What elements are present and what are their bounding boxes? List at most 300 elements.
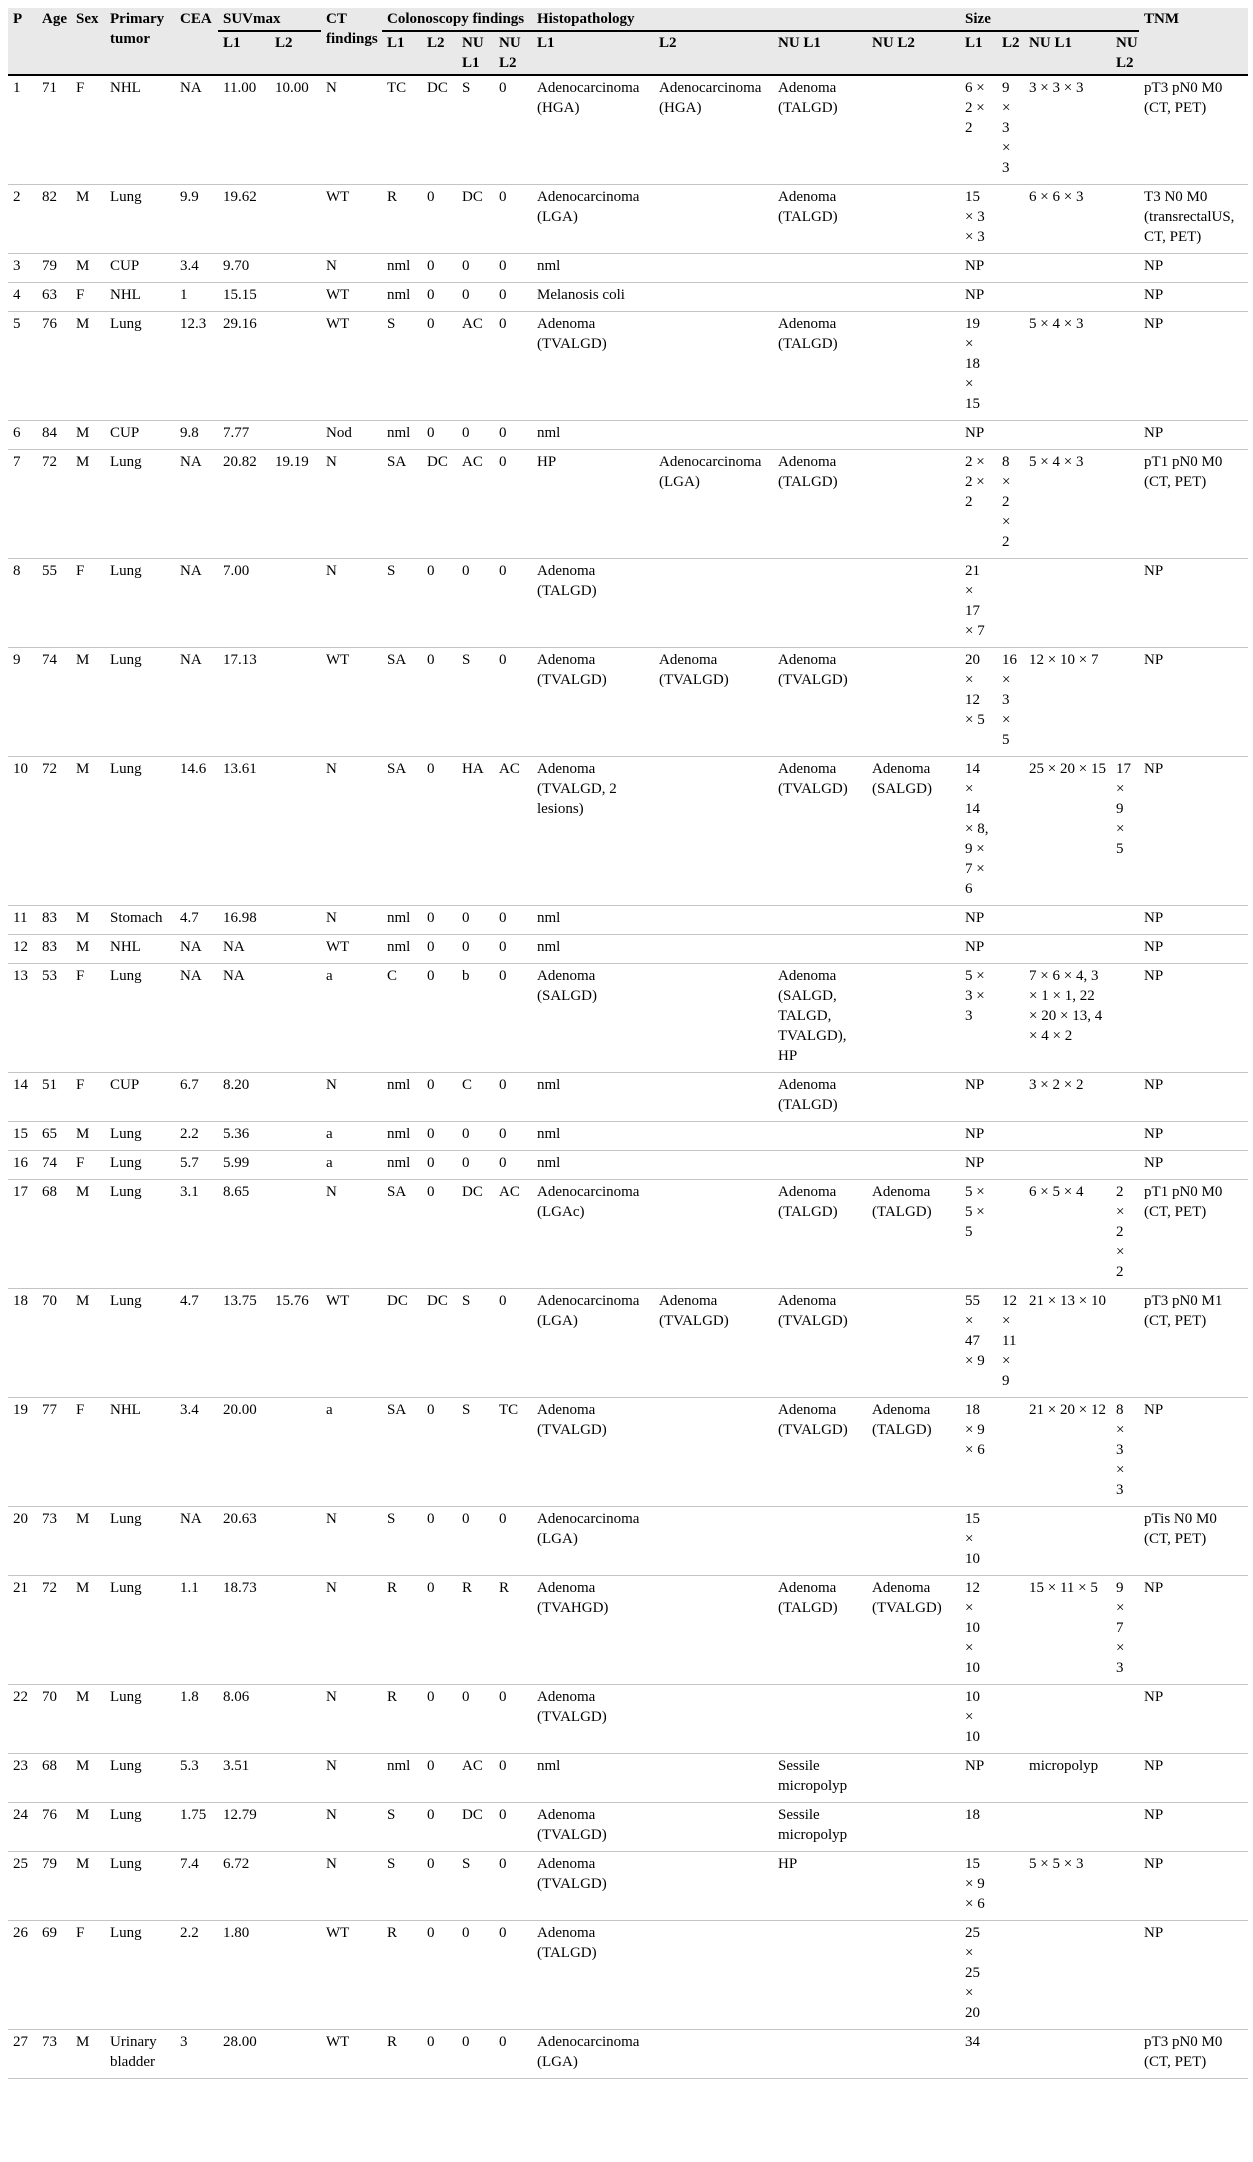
cell-colonoscopy-nu-l1: C xyxy=(457,1073,494,1122)
cell-age: 83 xyxy=(37,906,71,935)
cell-sex: M xyxy=(71,1576,105,1685)
cell-histopathology-nu-l2 xyxy=(867,1151,960,1180)
cell-sex: F xyxy=(71,1398,105,1507)
cell-colonoscopy-l2: 0 xyxy=(422,2030,457,2079)
cell-ct-findings: N xyxy=(321,254,382,283)
cell-colonoscopy-nu-l1: HA xyxy=(457,757,494,906)
subheader-size-l2: L2 xyxy=(997,31,1024,75)
cell-suvmax-l1: 11.00 xyxy=(218,75,270,185)
cell-ct-findings: N xyxy=(321,1507,382,1576)
cell-size-l1: NP xyxy=(960,421,997,450)
cell-size-l1: 14 × 14 × 8, 9 × 7 × 6 xyxy=(960,757,997,906)
cell-histopathology-l2 xyxy=(654,421,773,450)
cell-size-l2 xyxy=(997,1754,1024,1803)
cell-histopathology-nu-l2 xyxy=(867,1921,960,2030)
cell-age: 51 xyxy=(37,1073,71,1122)
table-container xyxy=(8,8,1248,2079)
cell-age: 53 xyxy=(37,964,71,1073)
cell-tnm: pT1 pN0 M0 (CT, PET) xyxy=(1139,450,1248,559)
cell-histopathology-l1: Adenoma (TVALGD) xyxy=(532,312,654,421)
cell-histopathology-l2 xyxy=(654,1398,773,1507)
cell-size-nu-l2 xyxy=(1111,1073,1139,1122)
cell-patient-number: 2 xyxy=(8,185,37,254)
cell-patient-number: 10 xyxy=(8,757,37,906)
table-row xyxy=(8,1921,1248,2030)
cell-suvmax-l1: 13.75 xyxy=(218,1289,270,1398)
cell-size-l1: 10 × 10 xyxy=(960,1685,997,1754)
cell-histopathology-nu-l2 xyxy=(867,1803,960,1852)
subheader-size-nu-l1: NU L1 xyxy=(1024,31,1111,75)
cell-size-nu-l1 xyxy=(1024,1151,1111,1180)
cell-sex: M xyxy=(71,254,105,283)
cell-colonoscopy-l1: nml xyxy=(382,1122,422,1151)
cell-primary-tumor: Lung xyxy=(105,312,175,421)
cell-size-l1: NP xyxy=(960,1151,997,1180)
cell-sex: M xyxy=(71,2030,105,2079)
cell-patient-number: 19 xyxy=(8,1398,37,1507)
table-row xyxy=(8,1151,1248,1180)
cell-cea: 4.7 xyxy=(175,906,218,935)
cell-colonoscopy-nu-l2: 0 xyxy=(494,1921,532,2030)
cell-tnm: NP xyxy=(1139,648,1248,757)
cell-colonoscopy-nu-l1: 0 xyxy=(457,1122,494,1151)
cell-size-nu-l2 xyxy=(1111,185,1139,254)
cell-size-nu-l2 xyxy=(1111,312,1139,421)
table-row xyxy=(8,1685,1248,1754)
cell-age: 72 xyxy=(37,757,71,906)
cell-primary-tumor: Lung xyxy=(105,450,175,559)
cell-suvmax-l1: NA xyxy=(218,935,270,964)
cell-histopathology-nu-l1 xyxy=(773,935,867,964)
cell-suvmax-l2 xyxy=(270,283,321,312)
cell-cea: 5.3 xyxy=(175,1754,218,1803)
cell-sex: F xyxy=(71,1073,105,1122)
cell-colonoscopy-l1: S xyxy=(382,1803,422,1852)
cell-age: 63 xyxy=(37,283,71,312)
cell-colonoscopy-nu-l1: 0 xyxy=(457,421,494,450)
cell-histopathology-nu-l1 xyxy=(773,283,867,312)
cell-colonoscopy-l1: DC xyxy=(382,1289,422,1398)
cell-age: 72 xyxy=(37,450,71,559)
cell-tnm: NP xyxy=(1139,1398,1248,1507)
cell-histopathology-l1: Adenoma (TALGD) xyxy=(532,559,654,648)
cell-patient-number: 4 xyxy=(8,283,37,312)
cell-size-l2 xyxy=(997,1852,1024,1921)
cell-suvmax-l2 xyxy=(270,1852,321,1921)
cell-histopathology-nu-l1: Adenoma (TALGD) xyxy=(773,1576,867,1685)
cell-ct-findings: WT xyxy=(321,1921,382,2030)
cell-size-nu-l1: micropolyp xyxy=(1024,1754,1111,1803)
cell-histopathology-l2 xyxy=(654,559,773,648)
cell-colonoscopy-l1: nml xyxy=(382,254,422,283)
cell-suvmax-l2 xyxy=(270,1073,321,1122)
cell-colonoscopy-nu-l1: b xyxy=(457,964,494,1073)
cell-colonoscopy-l1: R xyxy=(382,185,422,254)
cell-age: 79 xyxy=(37,1852,71,1921)
cell-colonoscopy-nu-l1: 0 xyxy=(457,2030,494,2079)
cell-colonoscopy-nu-l2: 0 xyxy=(494,935,532,964)
cell-histopathology-l2: Adenocarcinoma (LGA) xyxy=(654,450,773,559)
cell-colonoscopy-nu-l2: 0 xyxy=(494,906,532,935)
cell-size-l2 xyxy=(997,1122,1024,1151)
cell-histopathology-l1: nml xyxy=(532,1073,654,1122)
table-row xyxy=(8,935,1248,964)
cell-size-l2 xyxy=(997,1921,1024,2030)
cell-size-l1: NP xyxy=(960,283,997,312)
cell-colonoscopy-nu-l1: 0 xyxy=(457,559,494,648)
cell-primary-tumor: Lung xyxy=(105,1151,175,1180)
cell-suvmax-l2 xyxy=(270,964,321,1073)
cell-size-nu-l2 xyxy=(1111,935,1139,964)
cell-cea: NA xyxy=(175,450,218,559)
cell-colonoscopy-nu-l1: R xyxy=(457,1576,494,1685)
cell-histopathology-l2 xyxy=(654,1754,773,1803)
cell-primary-tumor: Lung xyxy=(105,964,175,1073)
cell-tnm: NP xyxy=(1139,421,1248,450)
cell-patient-number: 16 xyxy=(8,1151,37,1180)
cell-age: 55 xyxy=(37,559,71,648)
cell-colonoscopy-l2: 0 xyxy=(422,1073,457,1122)
cell-patient-number: 17 xyxy=(8,1180,37,1289)
cell-primary-tumor: NHL xyxy=(105,935,175,964)
cell-sex: F xyxy=(71,283,105,312)
cell-colonoscopy-l1: SA xyxy=(382,757,422,906)
cell-suvmax-l2 xyxy=(270,312,321,421)
cell-histopathology-l1: nml xyxy=(532,1754,654,1803)
cell-histopathology-nu-l2 xyxy=(867,450,960,559)
table-row xyxy=(8,1073,1248,1122)
cell-colonoscopy-l2: DC xyxy=(422,75,457,185)
cell-suvmax-l1: 13.61 xyxy=(218,757,270,906)
cell-histopathology-l1: Adenoma (TVALGD, 2 lesions) xyxy=(532,757,654,906)
cell-cea: 7.4 xyxy=(175,1852,218,1921)
cell-size-nu-l2: 8 × 3 × 3 xyxy=(1111,1398,1139,1507)
header-histopathology: Histopathology xyxy=(532,8,960,31)
cell-colonoscopy-l1: nml xyxy=(382,1754,422,1803)
cell-size-nu-l1: 3 × 2 × 2 xyxy=(1024,1073,1111,1122)
cell-cea: 2.2 xyxy=(175,1122,218,1151)
cell-histopathology-l2 xyxy=(654,1507,773,1576)
cell-sex: M xyxy=(71,1507,105,1576)
cell-histopathology-nu-l2 xyxy=(867,906,960,935)
cell-histopathology-l2 xyxy=(654,2030,773,2079)
cell-sex: M xyxy=(71,1289,105,1398)
cell-age: 73 xyxy=(37,2030,71,2079)
cell-colonoscopy-l2: 0 xyxy=(422,312,457,421)
cell-histopathology-l1: Adenoma (TVALGD) xyxy=(532,1852,654,1921)
cell-colonoscopy-nu-l1: 0 xyxy=(457,1921,494,2030)
header-ct-findings: CT findings xyxy=(321,8,382,75)
cell-histopathology-l2 xyxy=(654,1852,773,1921)
cell-histopathology-nu-l2 xyxy=(867,2030,960,2079)
cell-histopathology-l1: nml xyxy=(532,1151,654,1180)
cell-size-l1: NP xyxy=(960,254,997,283)
cell-size-l1: 15 × 10 xyxy=(960,1507,997,1576)
cell-sex: M xyxy=(71,185,105,254)
cell-size-l2 xyxy=(997,1507,1024,1576)
cell-primary-tumor: Lung xyxy=(105,757,175,906)
cell-histopathology-nu-l1 xyxy=(773,1921,867,2030)
cell-size-nu-l1 xyxy=(1024,1507,1111,1576)
table-row xyxy=(8,757,1248,906)
cell-histopathology-nu-l2 xyxy=(867,185,960,254)
cell-size-nu-l1: 15 × 11 × 5 xyxy=(1024,1576,1111,1685)
cell-size-l1: 21 × 17 × 7 xyxy=(960,559,997,648)
cell-size-l2 xyxy=(997,559,1024,648)
cell-tnm: NP xyxy=(1139,1803,1248,1852)
cell-colonoscopy-nu-l1: AC xyxy=(457,450,494,559)
cell-ct-findings: WT xyxy=(321,185,382,254)
cell-tnm: pT3 pN0 M1 (CT, PET) xyxy=(1139,1289,1248,1398)
cell-primary-tumor: Lung xyxy=(105,1852,175,1921)
cell-histopathology-l2 xyxy=(654,1122,773,1151)
cell-size-nu-l1: 12 × 10 × 7 xyxy=(1024,648,1111,757)
cell-sex: M xyxy=(71,757,105,906)
cell-histopathology-l1: Adenoma (TVALGD) xyxy=(532,1685,654,1754)
cell-age: 82 xyxy=(37,185,71,254)
cell-histopathology-nu-l1: Sessile micropolyp xyxy=(773,1754,867,1803)
cell-histopathology-nu-l2 xyxy=(867,964,960,1073)
cell-colonoscopy-l2: 0 xyxy=(422,1921,457,2030)
subheader-colo-l1: L1 xyxy=(382,31,422,75)
cell-size-l2 xyxy=(997,1685,1024,1754)
cell-tnm: NP xyxy=(1139,964,1248,1073)
cell-histopathology-nu-l1 xyxy=(773,906,867,935)
cell-colonoscopy-l2: 0 xyxy=(422,1852,457,1921)
cell-histopathology-l2 xyxy=(654,254,773,283)
cell-suvmax-l2 xyxy=(270,906,321,935)
cell-histopathology-nu-l1: Sessile micropolyp xyxy=(773,1803,867,1852)
cell-patient-number: 18 xyxy=(8,1289,37,1398)
cell-colonoscopy-l1: S xyxy=(382,312,422,421)
cell-tnm: NP xyxy=(1139,1576,1248,1685)
cell-colonoscopy-l2: 0 xyxy=(422,1180,457,1289)
header-p: P xyxy=(8,8,37,75)
cell-tnm: NP xyxy=(1139,906,1248,935)
cell-suvmax-l1: 12.79 xyxy=(218,1803,270,1852)
cell-colonoscopy-l1: nml xyxy=(382,283,422,312)
table-row xyxy=(8,906,1248,935)
cell-histopathology-l2 xyxy=(654,1180,773,1289)
subheader-colo-nu-l1: NU L1 xyxy=(457,31,494,75)
cell-size-l1: 18 xyxy=(960,1803,997,1852)
cell-suvmax-l2 xyxy=(270,1803,321,1852)
cell-colonoscopy-l1: R xyxy=(382,1576,422,1685)
cell-suvmax-l1: 8.20 xyxy=(218,1073,270,1122)
cell-tnm: NP xyxy=(1139,1073,1248,1122)
cell-histopathology-nu-l1 xyxy=(773,1507,867,1576)
cell-histopathology-l1: Adenocarcinoma (LGA) xyxy=(532,185,654,254)
cell-histopathology-l2 xyxy=(654,906,773,935)
cell-suvmax-l1: 7.77 xyxy=(218,421,270,450)
cell-primary-tumor: CUP xyxy=(105,421,175,450)
cell-tnm: NP xyxy=(1139,1921,1248,2030)
cell-suvmax-l2 xyxy=(270,757,321,906)
cell-histopathology-l1: nml xyxy=(532,906,654,935)
cell-histopathology-l1: nml xyxy=(532,935,654,964)
cell-colonoscopy-nu-l1: 0 xyxy=(457,1151,494,1180)
cell-tnm: pTis N0 M0 (CT, PET) xyxy=(1139,1507,1248,1576)
cell-histopathology-nu-l2 xyxy=(867,75,960,185)
cell-histopathology-nu-l1: Adenoma (TALGD) xyxy=(773,75,867,185)
cell-suvmax-l1: 19.62 xyxy=(218,185,270,254)
cell-suvmax-l2 xyxy=(270,421,321,450)
table-header xyxy=(8,8,1248,75)
cell-tnm: NP xyxy=(1139,1151,1248,1180)
cell-cea: NA xyxy=(175,935,218,964)
header-sex: Sex xyxy=(71,8,105,75)
cell-colonoscopy-l2: 0 xyxy=(422,935,457,964)
cell-size-nu-l2 xyxy=(1111,1289,1139,1398)
cell-colonoscopy-nu-l2: 0 xyxy=(494,450,532,559)
cell-tnm: NP xyxy=(1139,1122,1248,1151)
cell-colonoscopy-nu-l2: 0 xyxy=(494,559,532,648)
cell-suvmax-l2 xyxy=(270,1151,321,1180)
cell-ct-findings: WT xyxy=(321,935,382,964)
cell-sex: M xyxy=(71,1180,105,1289)
cell-primary-tumor: Lung xyxy=(105,1754,175,1803)
subheader-colo-nu-l2: NU L2 xyxy=(494,31,532,75)
cell-histopathology-l1: Adenoma (TVALGD) xyxy=(532,1398,654,1507)
cell-ct-findings: N xyxy=(321,1576,382,1685)
cell-suvmax-l1: 15.15 xyxy=(218,283,270,312)
cell-histopathology-nu-l1 xyxy=(773,1151,867,1180)
cell-colonoscopy-l1: nml xyxy=(382,1073,422,1122)
cell-age: 76 xyxy=(37,312,71,421)
cell-patient-number: 11 xyxy=(8,906,37,935)
cell-histopathology-nu-l1: Adenoma (TALGD) xyxy=(773,312,867,421)
cell-ct-findings: N xyxy=(321,450,382,559)
cell-suvmax-l1: 20.82 xyxy=(218,450,270,559)
cell-size-nu-l2 xyxy=(1111,648,1139,757)
cell-size-l1: 5 × 3 × 3 xyxy=(960,964,997,1073)
cell-size-nu-l1 xyxy=(1024,906,1111,935)
cell-primary-tumor: NHL xyxy=(105,75,175,185)
table-row xyxy=(8,1289,1248,1398)
cell-colonoscopy-nu-l2: 0 xyxy=(494,964,532,1073)
cell-size-nu-l1: 25 × 20 × 15 xyxy=(1024,757,1111,906)
cell-suvmax-l1: 5.36 xyxy=(218,1122,270,1151)
cell-histopathology-nu-l2 xyxy=(867,421,960,450)
table-row xyxy=(8,648,1248,757)
cell-colonoscopy-l2: 0 xyxy=(422,1576,457,1685)
cell-colonoscopy-l1: SA xyxy=(382,1180,422,1289)
cell-suvmax-l1: 3.51 xyxy=(218,1754,270,1803)
cell-histopathology-l2 xyxy=(654,1685,773,1754)
cell-size-nu-l1 xyxy=(1024,935,1111,964)
cell-colonoscopy-l2: 0 xyxy=(422,1754,457,1803)
cell-sex: M xyxy=(71,1803,105,1852)
cell-colonoscopy-nu-l1: AC xyxy=(457,1754,494,1803)
cell-size-l2 xyxy=(997,1803,1024,1852)
cell-size-nu-l1: 6 × 5 × 4 xyxy=(1024,1180,1111,1289)
cell-colonoscopy-nu-l1: 0 xyxy=(457,1685,494,1754)
cell-patient-number: 3 xyxy=(8,254,37,283)
cell-histopathology-l1: Adenocarcinoma (HGA) xyxy=(532,75,654,185)
cell-ct-findings: N xyxy=(321,1685,382,1754)
cell-colonoscopy-l1: R xyxy=(382,2030,422,2079)
cell-histopathology-nu-l2 xyxy=(867,1507,960,1576)
cell-size-l1: 15 × 3 × 3 xyxy=(960,185,997,254)
cell-ct-findings: N xyxy=(321,1754,382,1803)
cell-size-nu-l2 xyxy=(1111,906,1139,935)
cell-colonoscopy-nu-l2: 0 xyxy=(494,1289,532,1398)
cell-ct-findings: a xyxy=(321,1398,382,1507)
cell-size-nu-l2 xyxy=(1111,1151,1139,1180)
cell-histopathology-nu-l1 xyxy=(773,254,867,283)
cell-tnm: NP xyxy=(1139,254,1248,283)
cell-ct-findings: N xyxy=(321,75,382,185)
cell-ct-findings: N xyxy=(321,757,382,906)
cell-cea: 3 xyxy=(175,2030,218,2079)
cell-colonoscopy-nu-l2: 0 xyxy=(494,1803,532,1852)
header-age: Age xyxy=(37,8,71,75)
cell-colonoscopy-l1: nml xyxy=(382,935,422,964)
cell-patient-number: 7 xyxy=(8,450,37,559)
cell-primary-tumor: CUP xyxy=(105,254,175,283)
cell-colonoscopy-l2: 0 xyxy=(422,421,457,450)
cell-suvmax-l2 xyxy=(270,1576,321,1685)
cell-tnm: NP xyxy=(1139,757,1248,906)
cell-suvmax-l2 xyxy=(270,1685,321,1754)
cell-histopathology-l2: Adenoma (TVALGD) xyxy=(654,1289,773,1398)
cell-histopathology-l1: nml xyxy=(532,421,654,450)
subheader-size-l1: L1 xyxy=(960,31,997,75)
cell-size-l1: 55 × 47 × 9 xyxy=(960,1289,997,1398)
cell-suvmax-l1: 17.13 xyxy=(218,648,270,757)
cell-size-l2 xyxy=(997,421,1024,450)
cell-size-nu-l2 xyxy=(1111,254,1139,283)
cell-size-nu-l1: 5 × 4 × 3 xyxy=(1024,312,1111,421)
cell-histopathology-l1: Adenoma (TVALGD) xyxy=(532,648,654,757)
cell-age: 77 xyxy=(37,1398,71,1507)
cell-colonoscopy-nu-l2: 0 xyxy=(494,75,532,185)
patient-findings-table xyxy=(8,8,1248,2079)
cell-size-nu-l1: 21 × 13 × 10 xyxy=(1024,1289,1111,1398)
cell-size-nu-l1 xyxy=(1024,283,1111,312)
cell-primary-tumor: NHL xyxy=(105,283,175,312)
cell-histopathology-l2 xyxy=(654,1803,773,1852)
cell-cea: 3.4 xyxy=(175,1398,218,1507)
cell-size-nu-l2 xyxy=(1111,283,1139,312)
cell-colonoscopy-l2: DC xyxy=(422,450,457,559)
cell-patient-number: 22 xyxy=(8,1685,37,1754)
cell-colonoscopy-nu-l2: AC xyxy=(494,757,532,906)
cell-ct-findings: a xyxy=(321,964,382,1073)
cell-size-l1: 18 × 9 × 6 xyxy=(960,1398,997,1507)
cell-size-l1: NP xyxy=(960,1754,997,1803)
cell-suvmax-l2: 15.76 xyxy=(270,1289,321,1398)
cell-histopathology-l2 xyxy=(654,935,773,964)
cell-age: 74 xyxy=(37,648,71,757)
cell-colonoscopy-l2: 0 xyxy=(422,185,457,254)
cell-tnm: NP xyxy=(1139,312,1248,421)
header-cea: CEA xyxy=(175,8,218,75)
table-row xyxy=(8,1576,1248,1685)
table-row xyxy=(8,964,1248,1073)
cell-colonoscopy-l2: 0 xyxy=(422,1398,457,1507)
cell-suvmax-l2: 19.19 xyxy=(270,450,321,559)
cell-sex: F xyxy=(71,964,105,1073)
cell-histopathology-nu-l1: Adenoma (TALGD) xyxy=(773,185,867,254)
cell-size-nu-l2 xyxy=(1111,964,1139,1073)
cell-size-nu-l2: 9 × 7 × 3 xyxy=(1111,1576,1139,1685)
cell-patient-number: 6 xyxy=(8,421,37,450)
cell-histopathology-l2: Adenoma (TVALGD) xyxy=(654,648,773,757)
cell-size-nu-l2: 2 × 2 × 2 xyxy=(1111,1180,1139,1289)
cell-size-nu-l2 xyxy=(1111,559,1139,648)
cell-histopathology-l2: Adenocarcinoma (HGA) xyxy=(654,75,773,185)
